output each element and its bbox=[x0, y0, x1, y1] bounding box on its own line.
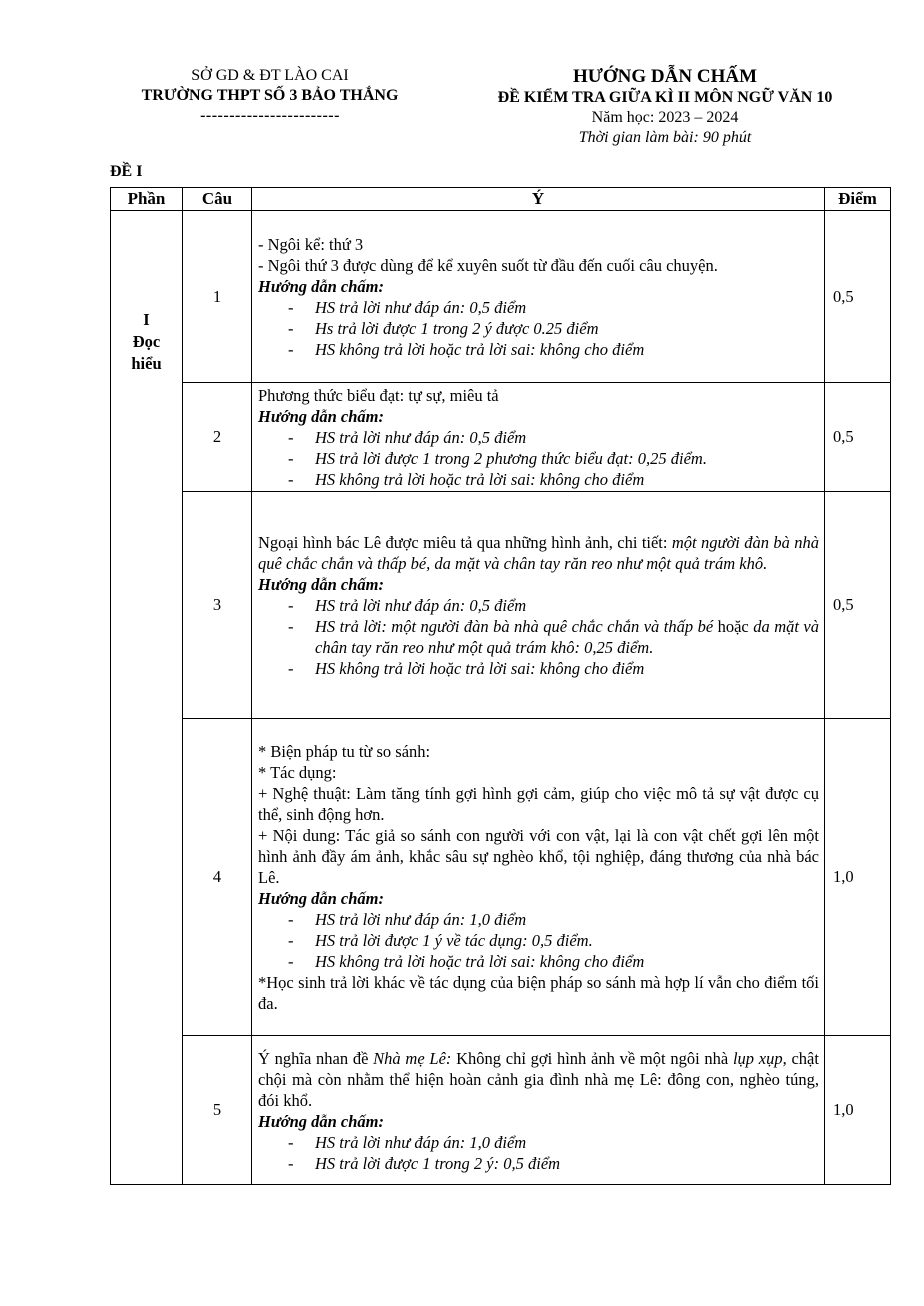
department-name: SỞ GD & ĐT LÀO CAI bbox=[191, 67, 349, 84]
guide-list bbox=[258, 1132, 819, 1174]
points-cell: 0,5 bbox=[825, 492, 891, 719]
points-cell: 1,0 bbox=[825, 1036, 891, 1185]
part-roman: I bbox=[143, 310, 150, 329]
answer-cell bbox=[252, 492, 825, 719]
answer-text: Không chỉ gợi hình ảnh về một ngôi nhà bbox=[451, 1048, 733, 1068]
guide-text: HS trả lời: một người đàn bà nhà quê chắc chắn và thấp bé bbox=[315, 617, 714, 636]
school-name: TRƯỜNG THPT SỐ 3 BẢO THẮNG bbox=[141, 87, 399, 104]
guide-heading: Hướng dẫn chấm: bbox=[258, 1111, 385, 1131]
guide-item: - HS trả lời như đáp án: 0,5 điểm bbox=[288, 297, 819, 318]
answer-line: * Tác dụng: bbox=[258, 763, 337, 782]
guide-item: - Hs trả lời được 1 trong 2 ý được 0.25 điểm bbox=[288, 318, 819, 339]
guide-item: - HS không trả lời hoặc trả lời sai: không cho điểm bbox=[288, 469, 819, 490]
part-cell bbox=[111, 211, 183, 1185]
guide-heading: Hướng dẫn chấm: bbox=[258, 575, 385, 594]
guide-heading: Hướng dẫn chấm: bbox=[258, 889, 385, 908]
guide-item: - HS trả lời được 1 trong 2 phương thức biểu đạt: 0,25 điểm. bbox=[288, 448, 819, 469]
question-number: 4 bbox=[183, 719, 252, 1036]
points-cell: 0,5 bbox=[825, 211, 891, 383]
answer-cell bbox=[252, 719, 825, 1036]
header-question: Câu bbox=[183, 188, 252, 211]
answer-quote: lụp xụp bbox=[732, 1048, 783, 1068]
guide-list bbox=[258, 427, 819, 490]
document-header bbox=[440, 66, 890, 148]
table-header-row bbox=[111, 188, 891, 211]
answer-quote: một người đàn bà nhà quê chắc chắn và thấp bé, da mặt và chân tay răn reo như một quả trám khô. bbox=[258, 533, 820, 573]
question-number: 3 bbox=[183, 492, 252, 719]
question-number: 5 bbox=[183, 1036, 252, 1185]
guide-item: - HS không trả lời hoặc trả lời sai: không cho điểm bbox=[288, 658, 819, 679]
guide-item: - HS không trả lời hoặc trả lời sai: không cho điểm bbox=[288, 339, 819, 360]
document-subtitle: ĐỀ KIỂM TRA GIỮA KÌ II MÔN NGỮ VĂN 10 bbox=[497, 89, 833, 106]
table-row bbox=[111, 1036, 891, 1185]
table-row bbox=[111, 719, 891, 1036]
table-row bbox=[111, 211, 891, 383]
table-row bbox=[111, 383, 891, 492]
table-row bbox=[111, 492, 891, 719]
header-idea: Ý bbox=[252, 188, 825, 211]
answer-line bbox=[258, 1048, 819, 1111]
guide-item: - HS trả lời được 1 ý về tác dụng: 0,5 điểm. bbox=[288, 930, 819, 951]
guide-item: - HS trả lời như đáp án: 0,5 điểm bbox=[288, 595, 819, 616]
guide-item bbox=[288, 616, 819, 658]
answer-line: + Nghệ thuật: Làm tăng tính gợi hình gợi cảm, giúp cho việc mô tả sự vật được cụ thể, sinh động hơn. bbox=[258, 784, 819, 824]
answer-cell bbox=[252, 211, 825, 383]
answer-line: - Ngôi kể: thứ 3 bbox=[258, 235, 364, 254]
guide-item: - HS trả lời như đáp án: 1,0 điểm bbox=[288, 1132, 819, 1153]
header-part: Phần bbox=[111, 188, 183, 211]
school-year: Năm học: 2023 – 2024 bbox=[591, 109, 739, 126]
answer-cell bbox=[252, 383, 825, 492]
exam-duration: Thời gian làm bài: 90 phút bbox=[578, 129, 752, 146]
guide-item: - HS không trả lời hoặc trả lời sai: không cho điểm bbox=[288, 951, 819, 972]
guide-item: - HS trả lời được 1 trong 2 ý: 0,5 điểm bbox=[288, 1153, 819, 1174]
grading-table bbox=[110, 187, 891, 1185]
answer-line: * Biện pháp tu từ so sánh: bbox=[258, 742, 431, 761]
answer-title-quote: Nhà mẹ Lê: bbox=[373, 1048, 452, 1068]
guide-heading: Hướng dẫn chấm: bbox=[258, 407, 385, 426]
guide-item: - HS trả lời như đáp án: 0,5 điểm bbox=[288, 427, 819, 448]
question-number: 2 bbox=[183, 383, 252, 492]
guide-list bbox=[258, 909, 819, 972]
answer-text: Ý nghĩa nhan đề bbox=[258, 1048, 374, 1068]
school-header bbox=[110, 66, 430, 126]
section-label: ĐỀ I bbox=[110, 163, 143, 180]
answer-text: Ngoại hình bác Lê được miêu tả qua những hình ảnh, chi tiết: bbox=[258, 533, 672, 552]
header-points: Điểm bbox=[825, 188, 891, 211]
guide-list bbox=[258, 297, 819, 360]
answer-text: , chật chội mà còn nhằm thể hiện hoàn cảnh gia đình nhà mẹ Lê: đông con, nghèo túng, đói khổ. bbox=[258, 1048, 819, 1110]
points-cell: 0,5 bbox=[825, 383, 891, 492]
guide-item: - HS trả lời như đáp án: 1,0 điểm bbox=[288, 909, 819, 930]
guide-list bbox=[258, 595, 819, 679]
document-title: HƯỚNG DẪN CHẤM bbox=[573, 66, 757, 87]
guide-text: da mặt và chân tay răn reo như một quả trám khô: 0,25 điểm. bbox=[315, 617, 819, 657]
answer-line: + Nội dung: Tác giả so sánh con người với con vật, lại là con vật chết gợi lên một hình ảnh đầy ám ảnh, khắc sâu sự nghèo khổ, tội nghiệp, đáng thương của nhà bác Lê. bbox=[258, 826, 819, 887]
question-number: 1 bbox=[183, 211, 252, 383]
guide-connector: hoặc bbox=[713, 617, 754, 636]
answer-line bbox=[258, 532, 819, 574]
answer-line: - Ngôi thứ 3 được dùng để kể xuyên suốt từ đầu đến cuối câu chuyện. bbox=[258, 256, 718, 275]
guide-heading: Hướng dẫn chấm: bbox=[258, 277, 385, 296]
grading-note: *Học sinh trả lời khác về tác dụng của biện pháp so sánh mà hợp lí vẫn cho điểm tối đa. bbox=[258, 973, 819, 1013]
part-name-line1: Đọc bbox=[132, 332, 161, 351]
header-divider: ------------------------ bbox=[200, 107, 340, 124]
answer-line: Phương thức biểu đạt: tự sự, miêu tả bbox=[258, 386, 499, 405]
points-cell: 1,0 bbox=[825, 719, 891, 1036]
answer-cell bbox=[252, 1036, 825, 1185]
part-name-line2: hiểu bbox=[131, 354, 162, 373]
